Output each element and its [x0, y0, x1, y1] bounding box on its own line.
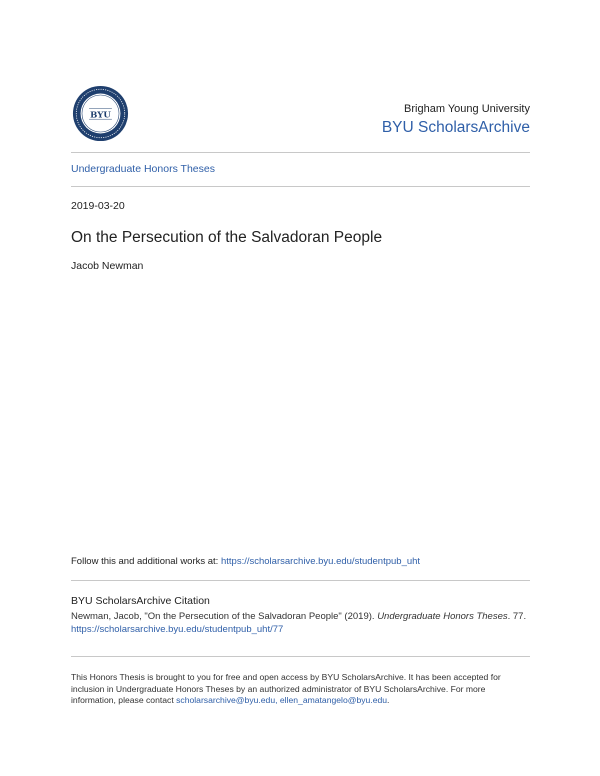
divider-top [71, 152, 530, 153]
citation-start: Newman, Jacob, "On the Persecution of the Salvadoran People" (2019). [71, 611, 375, 622]
citation-text [71, 610, 541, 636]
contact-email-link[interactable]: scholarsarchive@byu.edu, ellen_amatangelo@byu.edu [176, 695, 388, 705]
notice-end: . [387, 695, 390, 705]
archive-name-link[interactable]: BYU ScholarsArchive [381, 119, 530, 136]
paper-title: On the Persecution of the Salvadoran People [71, 229, 383, 246]
citation-series: Undergraduate Honors Theses [377, 611, 508, 622]
publication-date: 2019-03-20 [71, 200, 125, 212]
access-notice [71, 672, 531, 707]
follow-url-link[interactable]: https://scholarsarchive.byu.edu/studentpub_uht [220, 556, 421, 567]
seal-letters: BYU [90, 110, 111, 121]
citation-number: . 77. [507, 611, 527, 622]
follow-line [71, 556, 420, 567]
collection-link[interactable]: Undergraduate Honors Theses [71, 163, 215, 175]
follow-prefix: Follow this and additional works at: [71, 556, 219, 567]
byu-seal-logo [72, 85, 129, 142]
notice-text: This Honors Thesis is brought to you for free and open access by BYU ScholarsArchive. It has been accepted for inclusion in Undergraduate Honors Theses by an authorized administrator of BYU ScholarsArchive. For more information, please contact [71, 672, 501, 705]
divider-middle [71, 186, 530, 187]
citation-heading: BYU ScholarsArchive Citation [71, 595, 210, 607]
citation-url-link[interactable]: https://scholarsarchive.byu.edu/studentpub_uht/77 [71, 624, 284, 635]
divider-notice [71, 656, 530, 657]
divider-citation [71, 580, 530, 581]
university-name: Brigham Young University [404, 103, 530, 115]
author-name: Jacob Newman [71, 260, 144, 272]
